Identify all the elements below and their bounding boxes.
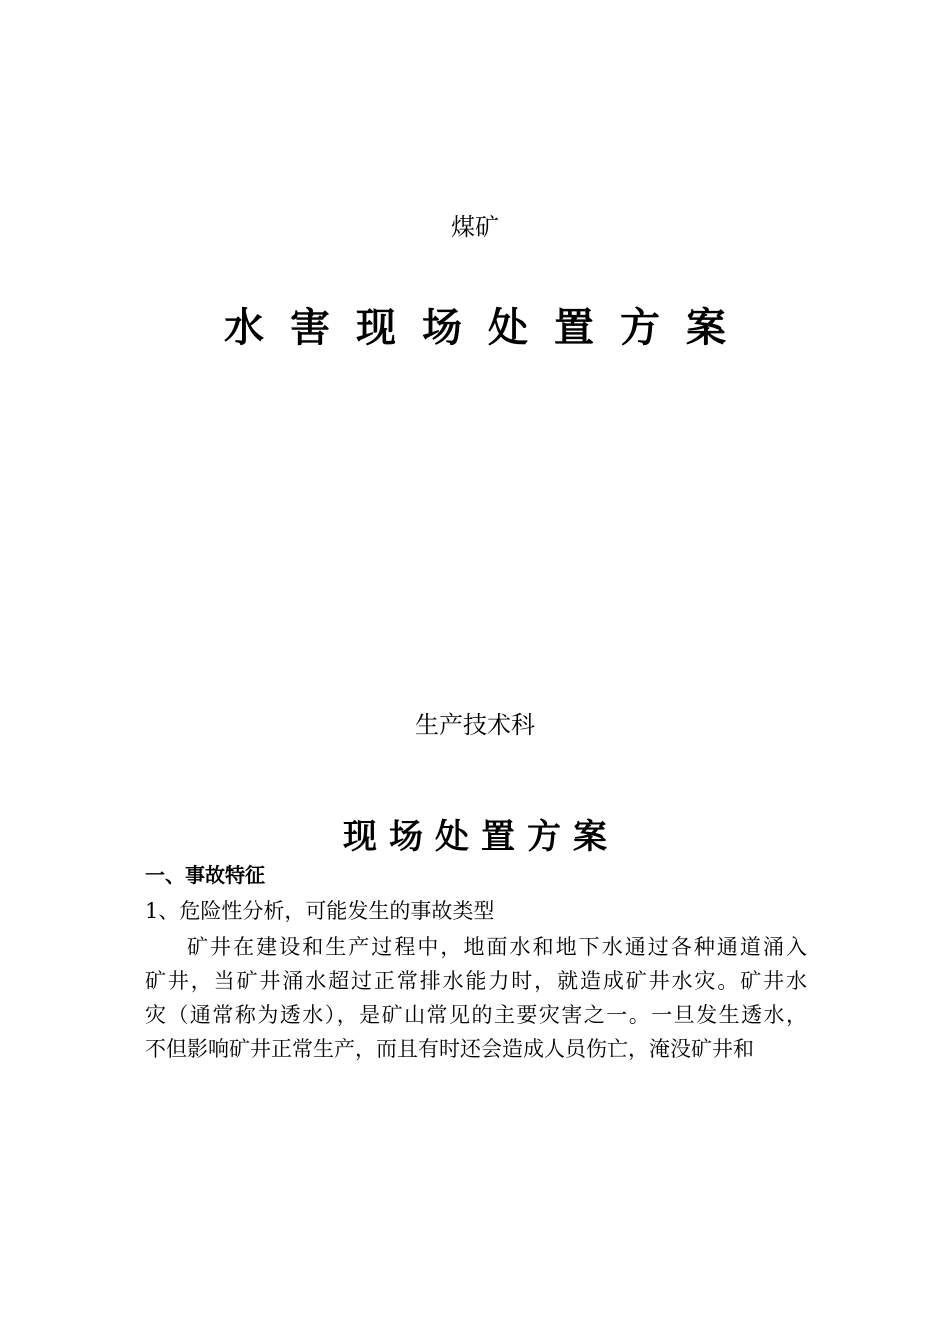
cover-department: 生产技术科 xyxy=(415,711,535,739)
cover-title: 水害现场处置方案 xyxy=(224,305,752,351)
cover-organization: 煤矿 xyxy=(451,213,499,241)
subsection-heading: 1、危险性分析，可能发生的事故类型 xyxy=(145,899,495,923)
body-paragraph xyxy=(145,930,807,1066)
document-title: 现场处置方案 xyxy=(343,817,619,857)
paragraph-line: 灾（通常称为透水），是矿山常见的主要灾害之一。一旦发生透水， xyxy=(145,1003,807,1027)
paragraph-line: 矿井，当矿井涌水超过正常排水能力时，就造成矿井水灾。矿井水 xyxy=(145,969,807,993)
section-heading: 一、事故特征 xyxy=(145,863,265,887)
paragraph-line: 不但影响矿井正常生产，而且有时还会造成人员伤亡，淹没矿井和 xyxy=(145,1037,754,1061)
paragraph-line: 矿井在建设和生产过程中，地面水和地下水通过各种通道涌入 xyxy=(187,935,807,959)
